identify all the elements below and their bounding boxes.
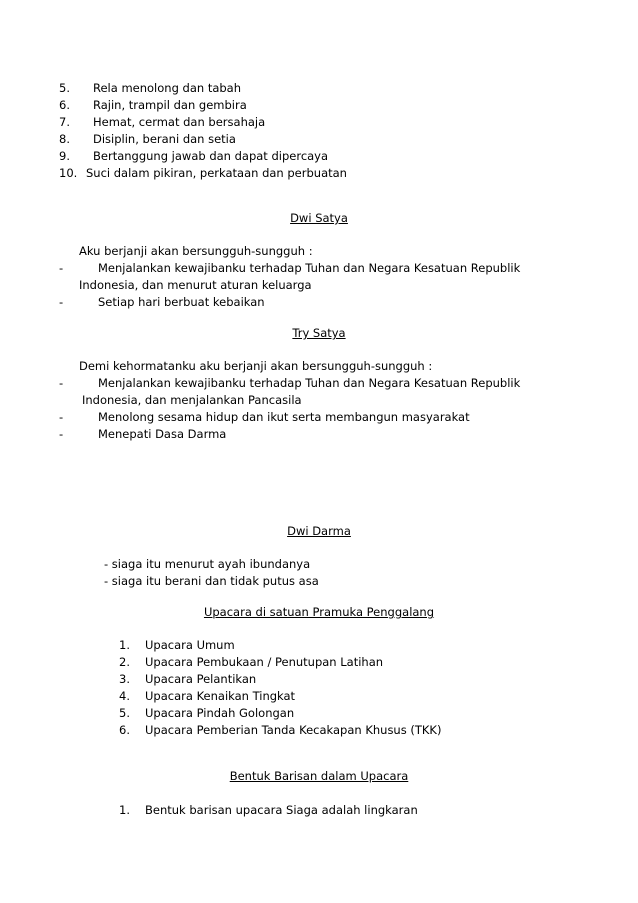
list-item: Disiplin, berani dan setia: [93, 132, 236, 146]
list-number: 5.: [59, 81, 70, 95]
list-number: 7.: [59, 115, 70, 129]
list-item: - siaga itu menurut ayah ibundanya: [104, 557, 311, 571]
list-item: Upacara Pindah Golongan: [145, 706, 295, 720]
list-item: Upacara Umum: [145, 638, 235, 652]
list-item: Menolong sesama hidup dan ikut serta membangun masyarakat: [98, 410, 470, 424]
list-item: Upacara Kenaikan Tingkat: [145, 689, 296, 703]
list-item: Upacara Pemberian Tanda Kecakapan Khusus (TKK): [145, 723, 442, 737]
bullet: -: [59, 261, 64, 275]
bullet: -: [59, 295, 64, 309]
list-number: 4.: [119, 689, 130, 703]
list-item: Rajin, trampil dan gembira: [93, 98, 247, 112]
list-item: Setiap hari berbuat kebaikan: [98, 295, 265, 309]
bullet: -: [59, 376, 64, 390]
list-item: Menepati Dasa Darma: [98, 427, 227, 441]
list-item: Suci dalam pikiran, perkataan dan perbuatan: [86, 166, 347, 180]
section-title-dwi-satya: Dwi Satya: [290, 211, 348, 225]
list-number: 1.: [119, 803, 130, 817]
list-item: Menjalankan kewajibanku terhadap Tuhan dan Negara Kesatuan Republik: [98, 376, 521, 390]
section-title-try-satya: Try Satya: [292, 326, 346, 340]
list-item-continuation: Indonesia, dan menjalankan Pancasila: [82, 393, 302, 407]
list-number: 3.: [119, 672, 130, 686]
list-number: 2.: [119, 655, 130, 669]
bullet: -: [59, 410, 64, 424]
section-intro: Aku berjanji akan bersungguh-sungguh :: [79, 244, 313, 258]
list-item-continuation: Indonesia, dan menurut aturan keluarga: [79, 278, 312, 292]
list-number: 8.: [59, 132, 70, 146]
list-item: - siaga itu berani dan tidak putus asa: [104, 574, 319, 588]
list-item: Hemat, cermat dan bersahaja: [93, 115, 266, 129]
list-number: 1.: [119, 638, 130, 652]
list-number: 9.: [59, 149, 70, 163]
list-item: Menjalankan kewajibanku terhadap Tuhan dan Negara Kesatuan Republik: [98, 261, 521, 275]
section-title-upacara: Upacara di satuan Pramuka Penggalang: [203, 605, 435, 619]
list-item: Bertanggung jawab dan dapat dipercaya: [93, 149, 329, 163]
bullet: -: [59, 427, 64, 441]
section-intro: Demi kehormatanku aku berjanji akan bersungguh-sungguh :: [79, 359, 433, 373]
list-number: 10.: [59, 166, 78, 180]
list-number: 6.: [119, 723, 130, 737]
list-item: Upacara Pelantikan: [145, 672, 257, 686]
list-number: 6.: [59, 98, 70, 112]
section-title-barisan: Bentuk Barisan dalam Upacara: [229, 769, 409, 783]
list-number: 5.: [119, 706, 130, 720]
list-item: Bentuk barisan upacara Siaga adalah lingkaran: [145, 803, 418, 817]
list-item: Upacara Pembukaan / Penutupan Latihan: [145, 655, 384, 669]
list-item: Rela menolong dan tabah: [93, 81, 242, 95]
section-title-dwi-darma: Dwi Darma: [287, 524, 351, 538]
